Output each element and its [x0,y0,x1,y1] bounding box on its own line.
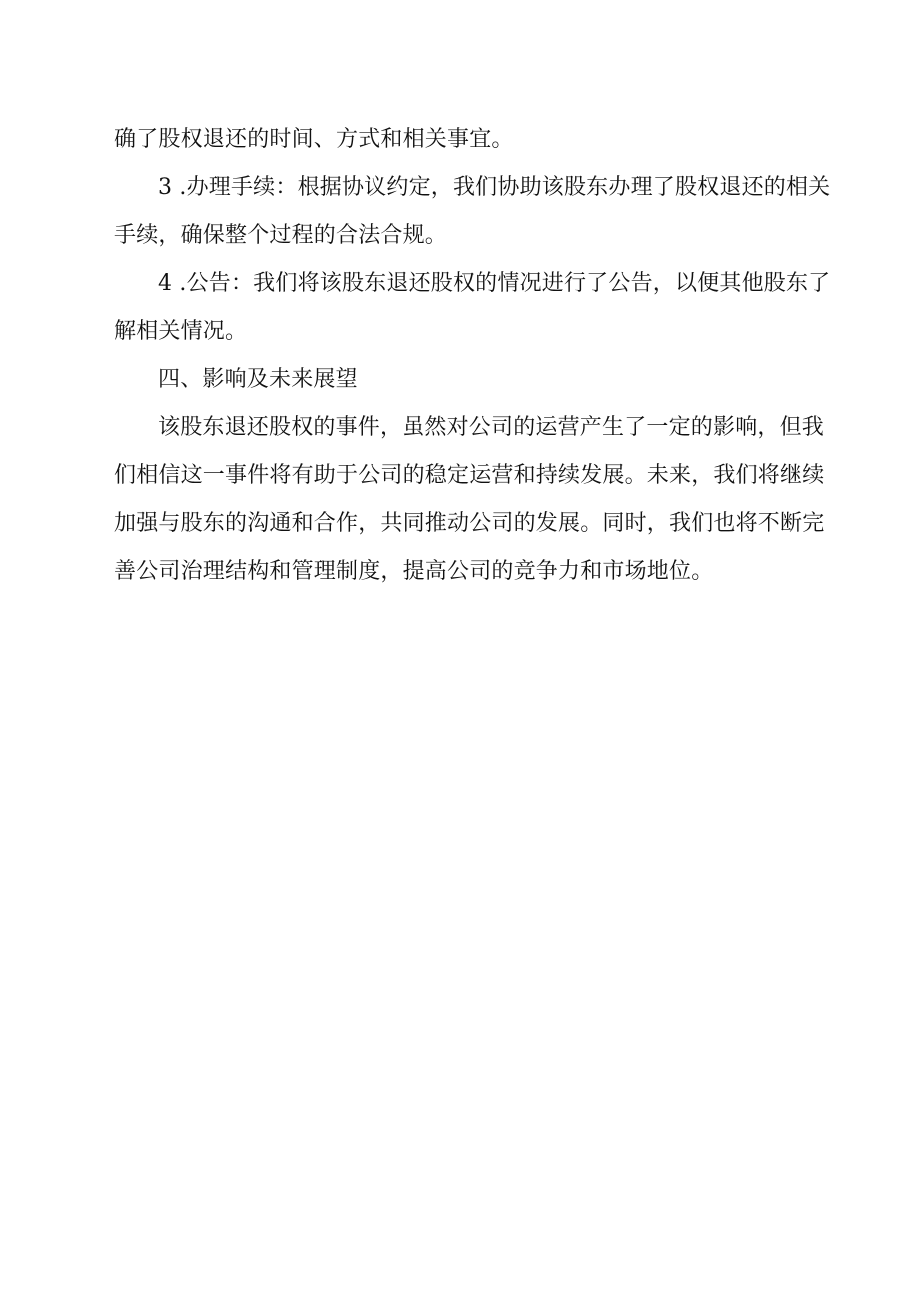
text-line: 们相信这一事件将有助于公司的稳定运营和持续发展。未来，我们将继续 [114,463,825,488]
paragraph-step-4 [114,260,831,356]
section-heading [114,356,814,404]
text-line: 确了股权退还的时间、方式和相关事宜。 [114,127,514,152]
paragraph-continuation [114,116,814,164]
paragraph-step-3 [114,164,831,260]
paragraph-section-4-body [114,404,825,596]
text-line: 善公司治理结构和管理制度，提高公司的竞争力和市场地位。 [114,559,714,584]
text-line: 手续，确保整个过程的合法合规。 [114,223,448,248]
section-heading-text: 四、影响及未来展望 [158,367,358,392]
document-body [114,116,831,596]
text-line: 加强与股东的沟通和合作，共同推动公司的发展。同时，我们也将不断完 [114,511,825,536]
text-line: 4 .公告：我们将该股东退还股权的情况进行了公告，以便其他股东了 [158,271,831,296]
text-line: 该股东退还股权的事件，虽然对公司的运营产生了一定的影响，但我 [158,415,825,440]
text-line: 解相关情况。 [114,319,248,344]
text-line: 3 .办理手续：根据协议约定，我们协助该股东办理了股权退还的相关 [158,175,831,200]
